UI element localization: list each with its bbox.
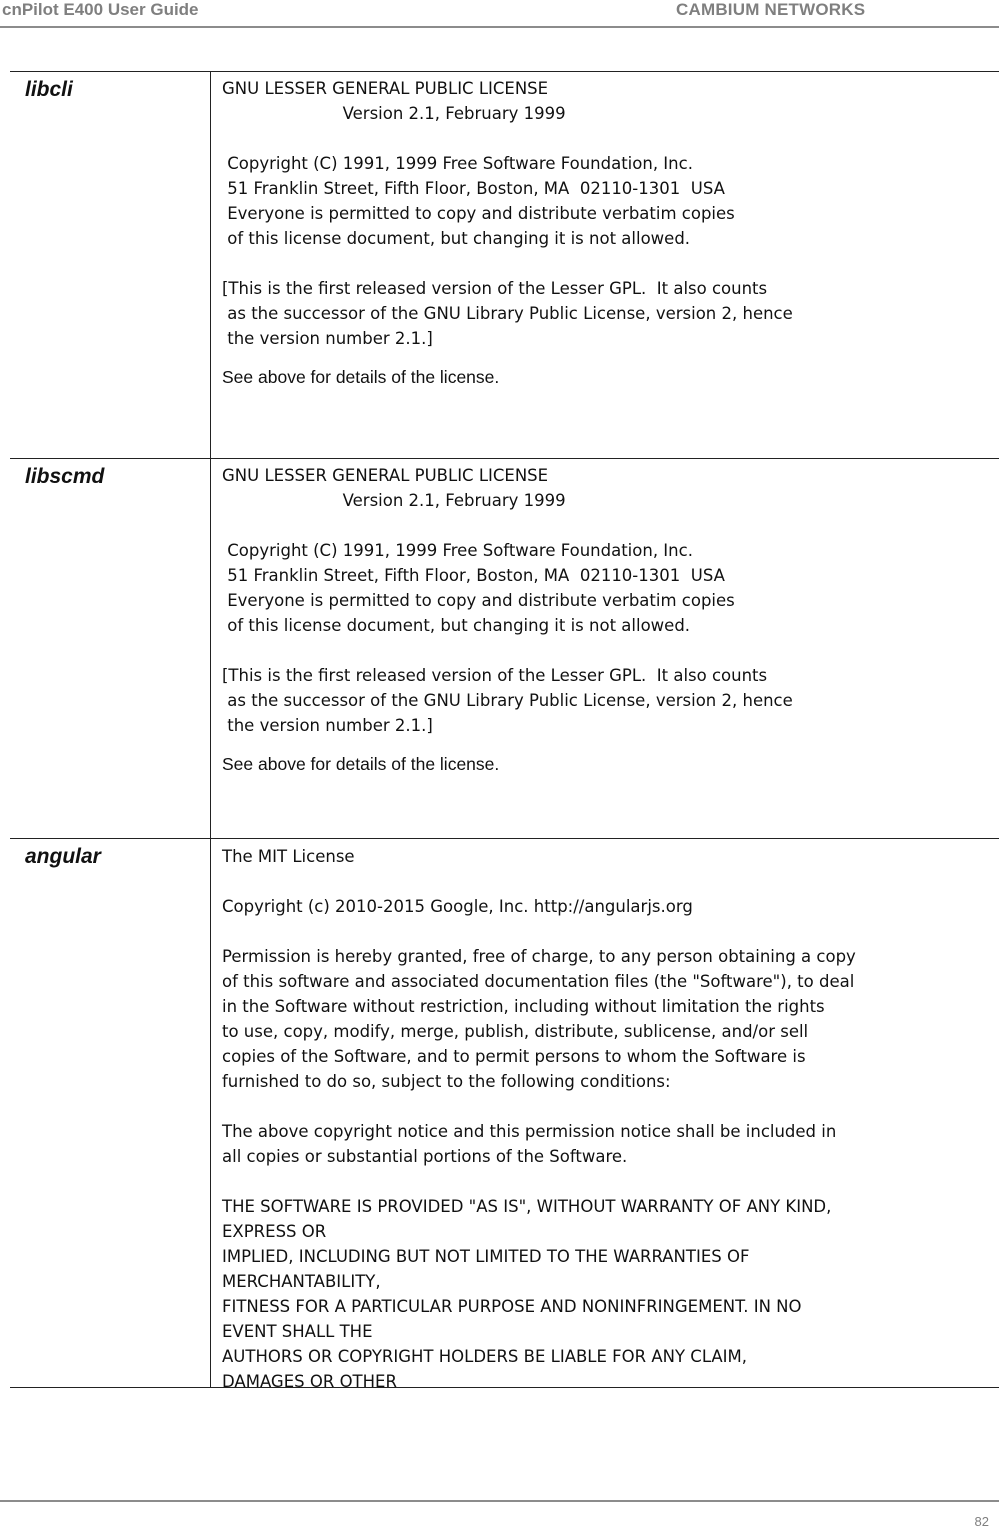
license-row-libscmd (10, 459, 999, 839)
license-line: Copyright (C) 1991, 1999 Free Software Foundation, Inc. (222, 154, 693, 173)
license-line: GNU LESSER GENERAL PUBLIC LICENSE (222, 79, 549, 98)
license-line: Version 2.1, February 1999 (222, 491, 566, 510)
header-rule (0, 26, 999, 28)
footer-rule (0, 1500, 999, 1502)
column-divider (210, 459, 211, 838)
license-line (222, 638, 997, 663)
license-line (222, 1094, 997, 1119)
license-line: MERCHANTABILITY, (222, 1272, 381, 1291)
document-title: cnPilot E400 User Guide (2, 0, 199, 19)
license-line: as the successor of the GNU Library Public License, version 2, hence (222, 304, 793, 323)
license-line: furnished to do so, subject to the following conditions: (222, 1072, 671, 1091)
license-note: See above for details of the license. (222, 367, 500, 387)
license-text (222, 463, 997, 777)
license-line (222, 869, 997, 894)
license-line: AUTHORS OR COPYRIGHT HOLDERS BE LIABLE FOR ANY CLAIM, (222, 1347, 748, 1366)
package-name: libcli (25, 78, 73, 101)
license-line: EVENT SHALL THE (222, 1322, 373, 1341)
license-line (222, 126, 997, 151)
license-table (10, 71, 999, 1391)
license-line: the version number 2.1.] (222, 329, 433, 348)
license-line: Copyright (c) 2010-2015 Google, Inc. http://angularjs.org (222, 897, 693, 916)
license-line: in the Software without restriction, including without limitation the rights (222, 997, 825, 1016)
license-line: Everyone is permitted to copy and distribute verbatim copies (222, 591, 735, 610)
license-line: The above copyright notice and this permission notice shall be included in (222, 1122, 837, 1141)
license-line: Version 2.1, February 1999 (222, 104, 566, 123)
column-divider (210, 839, 211, 1387)
license-line: DAMAGES OR OTHER (222, 1372, 397, 1391)
license-line: all copies or substantial portions of the Software. (222, 1147, 628, 1166)
license-line: as the successor of the GNU Library Public License, version 2, hence (222, 691, 793, 710)
license-line: The MIT License (222, 847, 355, 866)
page-number: 82 (974, 1514, 989, 1529)
license-line: of this software and associated documentation files (the "Software"), to deal (222, 972, 855, 991)
license-line: Permission is hereby granted, free of charge, to any person obtaining a copy (222, 947, 856, 966)
license-line: the version number 2.1.] (222, 716, 433, 735)
license-text (222, 844, 997, 1394)
license-line: 51 Franklin Street, Fifth Floor, Boston, MA 02110-1301 USA (222, 179, 725, 198)
license-line: Copyright (C) 1991, 1999 Free Software Foundation, Inc. (222, 541, 693, 560)
license-line: Everyone is permitted to copy and distribute verbatim copies (222, 204, 735, 223)
license-line: of this license document, but changing it is not allowed. (222, 229, 691, 248)
license-line (222, 919, 997, 944)
company-name: CAMBIUM NETWORKS (676, 0, 866, 19)
column-divider (210, 72, 211, 458)
license-line: of this license document, but changing it is not allowed. (222, 616, 691, 635)
package-name: angular (25, 845, 101, 868)
license-text (222, 76, 997, 390)
license-row-libcli (10, 72, 999, 459)
license-line: to use, copy, modify, merge, publish, distribute, sublicense, and/or sell (222, 1022, 809, 1041)
license-line: GNU LESSER GENERAL PUBLIC LICENSE (222, 466, 549, 485)
license-line: IMPLIED, INCLUDING BUT NOT LIMITED TO THE WARRANTIES OF (222, 1247, 750, 1266)
license-line (222, 251, 997, 276)
license-line: FITNESS FOR A PARTICULAR PURPOSE AND NONINFRINGEMENT. IN NO (222, 1297, 802, 1316)
license-line: [This is the first released version of the Lesser GPL. It also counts (222, 279, 768, 298)
license-row-angular (10, 839, 999, 1391)
license-line (222, 513, 997, 538)
license-line: 51 Franklin Street, Fifth Floor, Boston, MA 02110-1301 USA (222, 566, 725, 585)
page-header (0, 0, 999, 28)
package-name: libscmd (25, 465, 105, 488)
license-line: EXPRESS OR (222, 1222, 327, 1241)
license-line (222, 1169, 997, 1194)
license-line: [This is the first released version of the Lesser GPL. It also counts (222, 666, 768, 685)
license-line: THE SOFTWARE IS PROVIDED "AS IS", WITHOUT WARRANTY OF ANY KIND, (222, 1197, 832, 1216)
license-note: See above for details of the license. (222, 754, 500, 774)
license-line: copies of the Software, and to permit persons to whom the Software is (222, 1047, 806, 1066)
